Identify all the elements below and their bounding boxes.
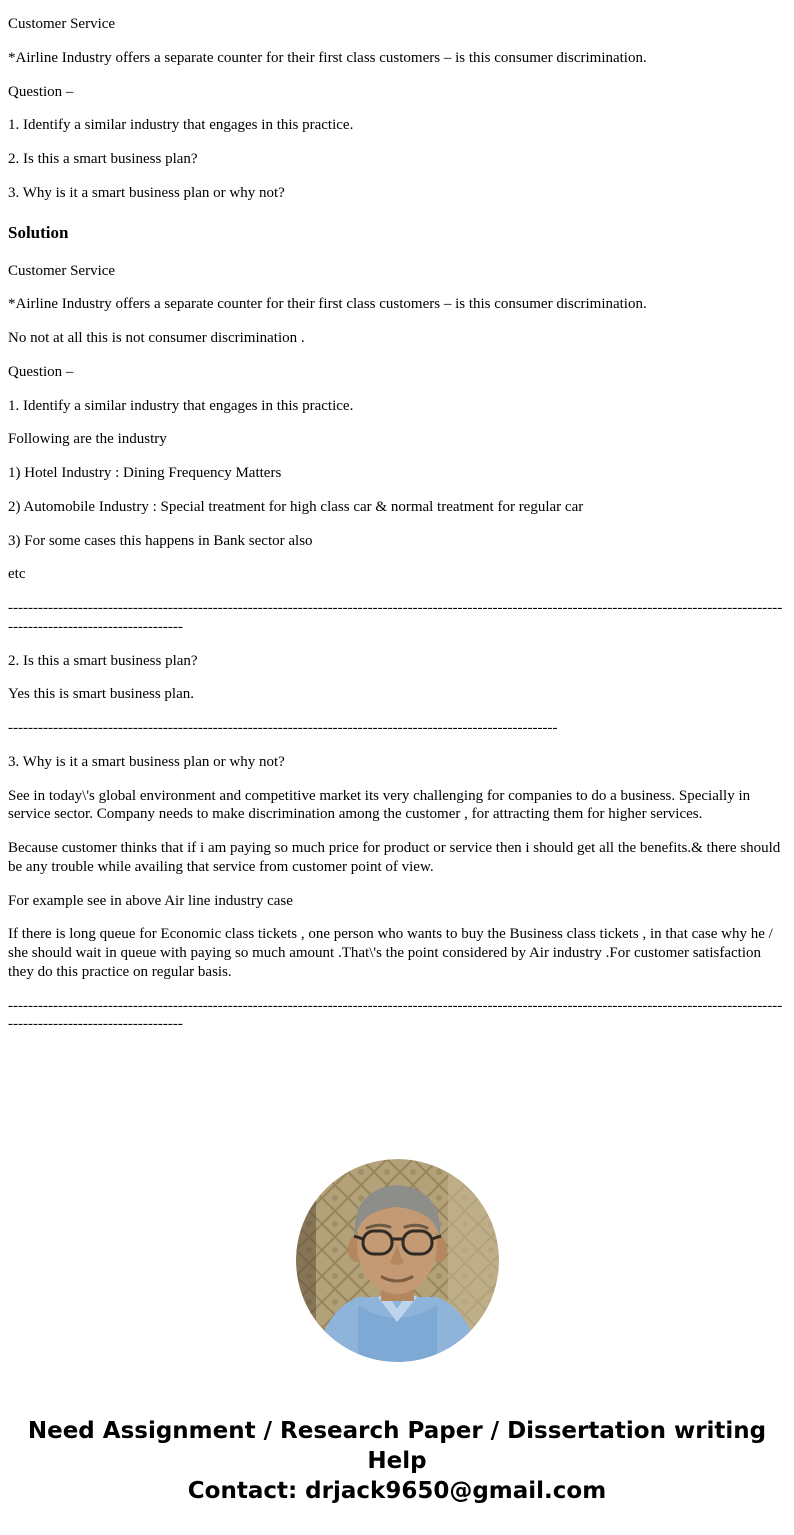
section-divider-long-2: ----------------------------------------------------------------------------------------------------------------------------------------------------------------------------------------------	[8, 997, 783, 1033]
document	[8, 15, 786, 1507]
solution-q1-item-2: 2) Automobile Industry : Special treatment for high class car & normal treatment for regular car	[8, 498, 584, 515]
footer-help-text: Need Assignment / Research Paper / Dissertation writing Help	[27, 1418, 767, 1474]
solution-q1: 1. Identify a similar industry that engages in this practice.	[8, 397, 354, 414]
solution-heading: Solution	[8, 222, 69, 242]
solution-q1-intro: Following are the industry	[8, 431, 167, 448]
question-statement: *Airline Industry offers a separate counter for their first class customers – is this consumer discrimination.	[8, 49, 647, 66]
section-divider-short: --------------------------------------------------------------------------------------------------------------	[8, 720, 558, 736]
solution-q1-etc: etc	[8, 566, 26, 583]
solution-q3: 3. Why is it a smart business plan or why not?	[8, 753, 285, 770]
solution-q2-answer: Yes this is smart business plan.	[8, 686, 194, 703]
tutor-photo	[296, 1159, 499, 1362]
solution-title: Customer Service	[8, 262, 116, 279]
solution-q3-para-3: For example see in above Air line industry case	[8, 892, 293, 909]
solution-question-label: Question –	[8, 363, 74, 380]
solution-q3-para-2: Because customer thinks that if i am paying so much price for product or service then i should get all the benefits.& there should be any trouble while availing that service from customer point of view.	[8, 840, 781, 875]
avatar-container	[8, 1159, 786, 1367]
section-divider-long-1: ----------------------------------------------------------------------------------------------------------------------------------------------------------------------------------------------	[8, 600, 783, 635]
solution-q2: 2. Is this a smart business plan?	[8, 652, 198, 669]
question-label: Question –	[8, 83, 74, 100]
solution-statement: *Airline Industry offers a separate counter for their first class customers – is this consumer discrimination.	[8, 296, 647, 313]
footer-contact-email: Contact: drjack9650@gmail.com	[187, 1477, 607, 1504]
solution-q1-item-3: 3) For some cases this happens in Bank sector also	[8, 532, 313, 549]
solution-q3-para-1: See in today\'s global environment and competitive market its very challenging for companies to do a business. Specially in service sector. Company needs to make discrimination among the customer , for attracting them for higher services.	[8, 787, 751, 823]
solution-answer-intro: No not at all this is not consumer discrimination .	[8, 330, 305, 346]
footer-heading	[25, 1417, 770, 1507]
question-item-3: 3. Why is it a smart business plan or why not?	[8, 184, 285, 201]
solution-q3-para-4: If there is long queue for Economic class tickets , one person who wants to buy the Business class tickets , in that case why he / she should wait in queue with paying so much amount .That\'s the point considered by Air industry .For customer satisfaction they do this practice on regular basis.	[8, 926, 773, 980]
question-item-2: 2. Is this a smart business plan?	[8, 151, 198, 167]
solution-q1-item-1: 1) Hotel Industry : Dining Frequency Matters	[8, 465, 282, 481]
question-title: Customer Service	[8, 16, 116, 32]
question-item-1: 1. Identify a similar industry that engages in this practice.	[8, 117, 354, 134]
